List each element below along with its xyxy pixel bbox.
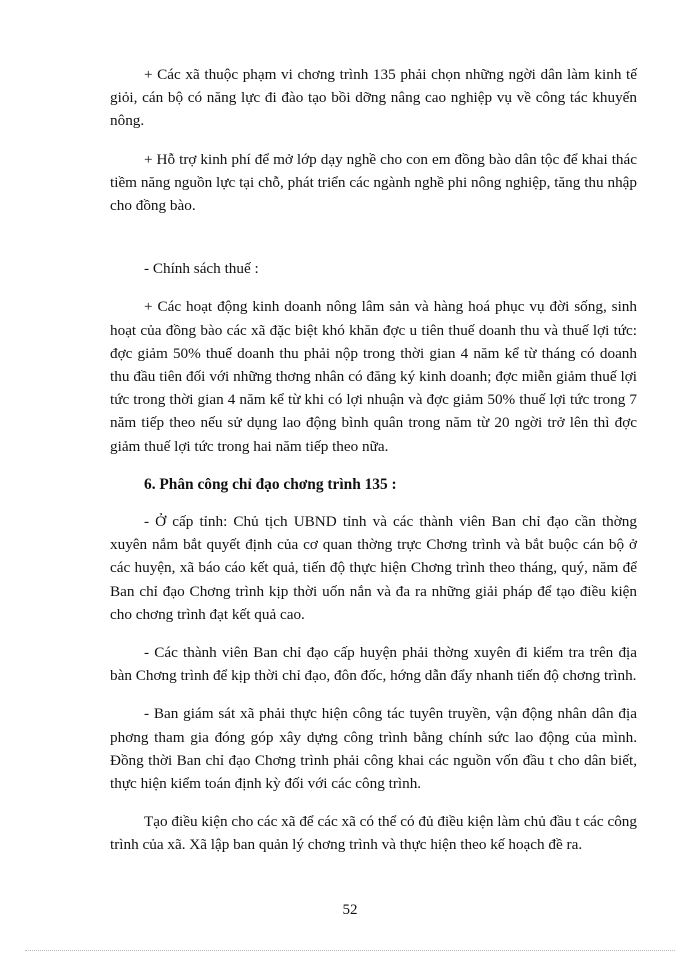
paragraph-vocational-support: + Hỗ trợ kinh phí để mở lớp dạy nghề cho con em đồng bào dân tộc để khai thác tiềm năng nguồn lực tại chỗ, phát triển các ngành nghề phi nông nghiệp, tăng thu nhập cho đồng bào. bbox=[110, 150, 637, 215]
page-number: 52 bbox=[342, 902, 358, 918]
paragraph-district-level: - Các thành viên Ban chỉ đạo cấp huyện phải thờng xuyên đi kiểm tra trên địa bàn Chơng trình để kịp thời chỉ đạo, đôn đốc, hớng dẫn đẩy nhanh tiến độ chơng trình. bbox=[110, 644, 637, 685]
footer-divider bbox=[25, 950, 675, 951]
document-body bbox=[110, 63, 637, 872]
paragraph-tax-incentives: + Các hoạt động kinh doanh nông lâm sản và hàng hoá phục vụ đời sống, sinh hoạt của đồng bào các xã đặc biệt khó khăn đợc u tiên thuế doanh thu và thuế lợi tức: đợc giảm 50% thuế doanh thu phải nộp trong thời gian 4 năm kể từ tháng có doanh thu đầu tiên đối với những thơng nhân có đăng ký kinh doanh; đợc miễn giảm thuế lợi tức trong thời gian 4 năm kể từ khi có lợi nhuận và đợc giảm 50% thuế lợi tức trong 7 năm tiếp theo nếu sử dụng lao động bình quân trong năm từ 20 ngời trở lên thì đợc giảm thuế lợi tức trong hai năm tiếp theo nữa. bbox=[110, 298, 637, 455]
paragraph-province-level: - Ở cấp tỉnh: Chủ tịch UBND tỉnh và các thành viên Ban chỉ đạo cần thờng xuyên nắm bắt quyết định của cơ quan thờng trực Chơng trình và bắt buộc cán bộ ở các huyện, xã báo cáo kết quả, tiến độ thực hiện Chơng trình theo tháng, quý, năm để Ban chỉ đạo Chơng trình kịp thời uốn nắn và đa ra những giải pháp để tạo điều kiện cho chơng trình đạt kết quả cao. bbox=[110, 513, 637, 623]
paragraph-investor-role: Tạo điều kiện cho các xã để các xã có thể có đủ điều kiện làm chủ đầu t các công trình của xã. Xã lập ban quản lý chơng trình và thực hiện theo kế hoạch đề ra. bbox=[110, 813, 637, 854]
paragraph-training: + Các xã thuộc phạm vi chơng trình 135 phải chọn những ngời dân làm kinh tế giỏi, cán bộ có năng lực đi đào tạo bồi dỡng nâng cao nghiệp vụ về công tác khuyến nông. bbox=[110, 66, 637, 130]
paragraph-commune-supervision: - Ban giám sát xã phải thực hiện công tác tuyên truyền, vận động nhân dân địa phơng tham gia đóng góp xây dựng công trình bằng chính sức lao động của mình. Đồng thời Ban chỉ đạo Chơng trình phải công khai các nguồn vốn đầu t cho dân biết, thực hiện kiểm toán định kỳ đối với các công trình. bbox=[110, 705, 637, 793]
section-heading: 6. Phân công chỉ đạo chơng trình 135 : bbox=[144, 475, 397, 493]
paragraph-tax-policy-label: - Chính sách thuế : bbox=[144, 260, 259, 278]
